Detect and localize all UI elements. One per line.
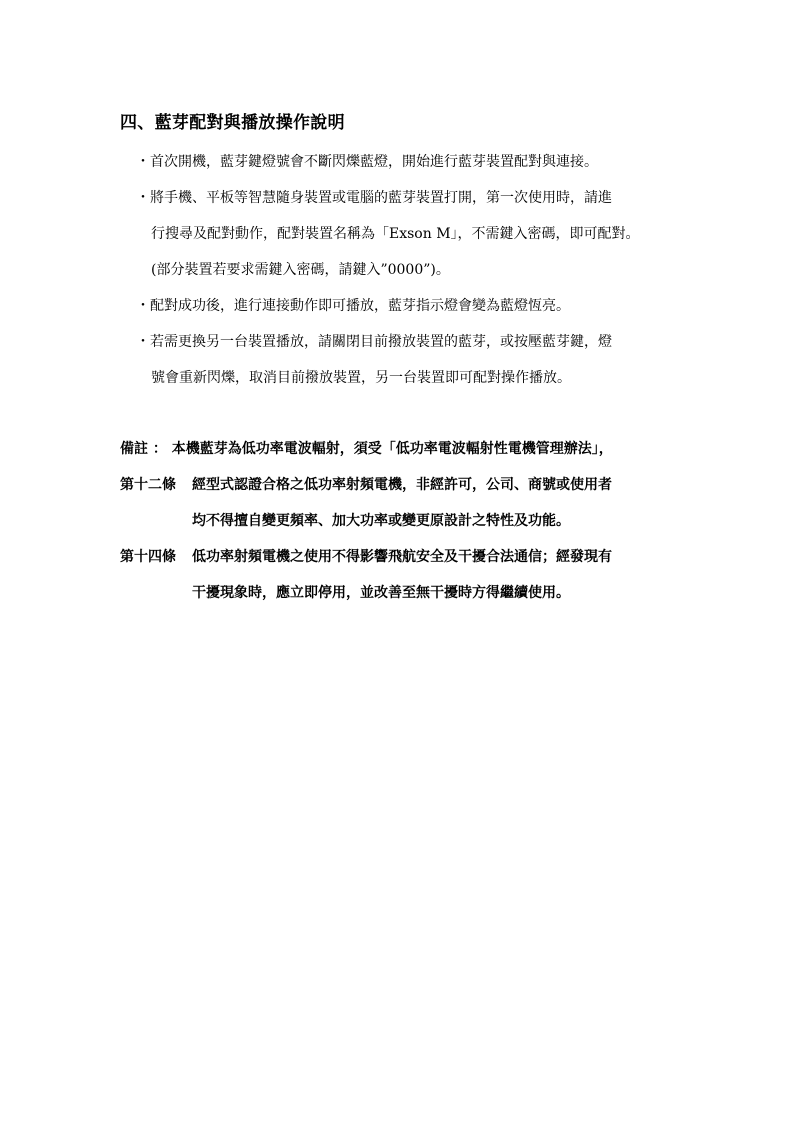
bullet-item: ・首次開機，藍芽鍵燈號會不斷閃爍藍燈，開始進行藍芽裝置配對與連接。 [136, 154, 598, 170]
bullet-item: ・若需更換另一台裝置播放，請關閉目前撥放裝置的藍芽，或按壓藍芽鍵，燈 [136, 334, 612, 350]
article-continuation: 均不得擅自變更頻率、加大功率或變更原設計之特性及功能。 [192, 513, 570, 529]
article-continuation: 干擾現象時，應立即停用，並改善至無干擾時方得繼續使用。 [192, 585, 570, 601]
article-text: 經型式認證合格之低功率射頻電機，非經許可，公司、商號或使用者 [192, 477, 612, 493]
article-14 [120, 545, 680, 581]
bullet-item: ・配對成功後，進行連接動作即可播放，藍芽指示燈會變為藍燈恆亮。 [136, 298, 570, 314]
section-heading: 四、藍芽配對與播放操作說明 [120, 113, 345, 133]
bullet-list [136, 150, 681, 402]
regulation-notes [120, 437, 680, 617]
article-text: 低功率射頻電機之使用不得影響飛航安全及干擾合法通信；經發現有 [192, 549, 612, 565]
bullet-continuation: 號會重新閃爍，取消目前撥放裝置，另一台裝置即可配對操作播放。 [151, 370, 571, 386]
article-label: 第十四條 [120, 549, 176, 565]
remark-line: 備註 ： 本機藍芽為低功率電波輻射，須受「低功率電波輻射性電機管理辦法」， [120, 441, 613, 457]
article-label: 第十二條 [120, 477, 176, 493]
bullet-item: ・將手機、平板等智慧隨身裝置或電腦的藍芽裝置打開，第一次使用時，請進 [136, 190, 612, 206]
bullet-continuation: 行搜尋及配對動作，配對裝置名稱為「Exson M」，不需鍵入密碼，即可配對。 [151, 226, 640, 242]
article-12 [120, 473, 680, 509]
bullet-continuation: (部分裝置若要求需鍵入密碼，請鍵入”0000”)。 [151, 262, 450, 278]
